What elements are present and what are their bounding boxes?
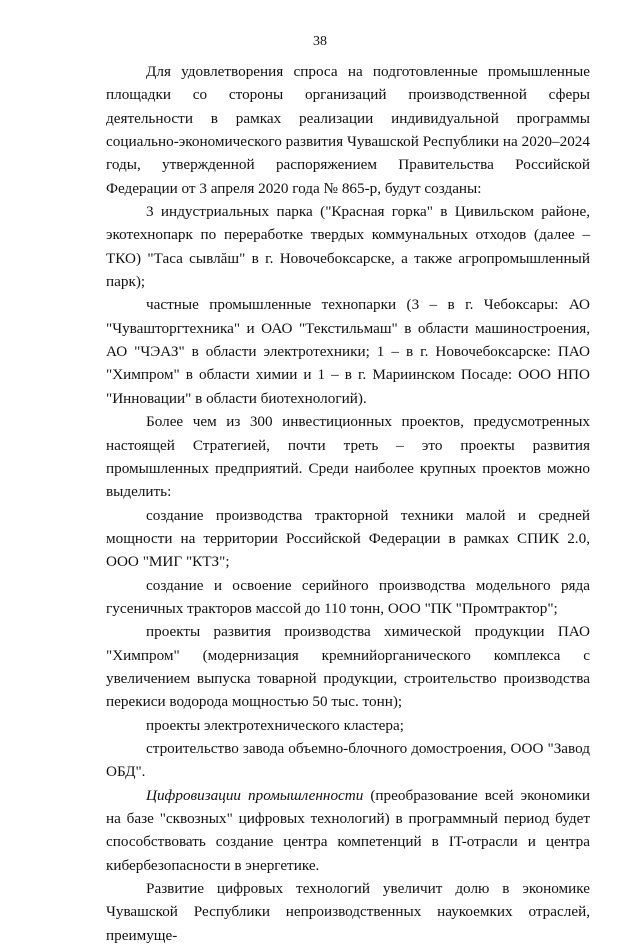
digitalization-text: (преобразование всей экономики на базе "сквозных" цифровых технологий) в программный период будет способствовать создание центра компетенций в IT-отрасли и центра кибербезопасности в энергетике. bbox=[106, 786, 590, 874]
paragraph-chemical-production: проекты развития производства химической продукции ПАО "Химпром" (модернизация кремнийорганического комплекса с увеличением выпуска товарной продукции, строительство производства перекиси водорода мощностью 50 тыс. тонн); bbox=[106, 623, 590, 711]
paragraph-digital-technologies: Развитие цифровых технологий увеличит долю в экономике Чувашской Республики непроизводственных наукоемких отраслей, преимуще- bbox=[106, 880, 590, 944]
paragraph-private-technoparks: частные промышленные технопарки (3 – в г. Чебоксары: АО "Чувашторгтехника" и ОАО "Текстильмаш" в области машиностроения, АО "ЧЭАЗ" в области электротехники; 1 – в г. Новочебоксарске: ПАО "Химпром" в области химии и 1 – в г. Мариинском Посаде: ООО НПО "Инновации" в области биотехнологий). bbox=[106, 296, 590, 407]
paragraph-crawler-tractors: создание и освоение серийного производства модельного ряда гусеничных тракторов массой до 110 тонн, ООО "ПК "Промтрактор"; bbox=[106, 576, 590, 617]
paragraph-modular-housing-plant: строительство завода объемно-блочного домостроения, ООО "Завод ОБД". bbox=[106, 739, 590, 781]
paragraph-digitalization bbox=[106, 784, 590, 877]
paragraph-industrial-parks: 3 индустриальных парка ("Красная горка" в Цивильском районе, экотехнопарк по переработке твердых коммунальных отходов (далее – ТКО) "Таса сывлăш" в г. Новочебоксарске, а также агропромышленный парк); bbox=[106, 203, 590, 291]
paragraph-electrotechnical-cluster: проекты электротехнического кластера; bbox=[146, 716, 404, 734]
digitalization-lead-phrase: Цифровизации промышленности bbox=[146, 786, 364, 804]
paragraph-tractor-production: создание производства тракторной техники малой и средней мощности на территории Российской Федерации в рамках СПИК 2.0, ООО "МИГ "КТЗ"; bbox=[106, 506, 590, 571]
page-number: 38 bbox=[313, 34, 327, 49]
document-body bbox=[106, 60, 590, 947]
paragraph-investment-projects: Более чем из 300 инвестиционных проектов, предусмотренных настоящей Стратегией, почти треть – это проекты развития промышленных предприятий. Среди наиболее крупных проектов можно выделить: bbox=[106, 413, 590, 501]
paragraph-industrial-sites: Для удовлетворения спроса на подготовленные промышленные площадки со стороны организаций производственной сферы деятельности в рамках реализации индивидуальной программы социально-экономического развития Чувашской Республики на 2020–2024 годы, утвержденной распоряжением Правительства Российской Федерации от 3 апреля 2020 года № 865-р, будут созданы: bbox=[106, 63, 590, 197]
